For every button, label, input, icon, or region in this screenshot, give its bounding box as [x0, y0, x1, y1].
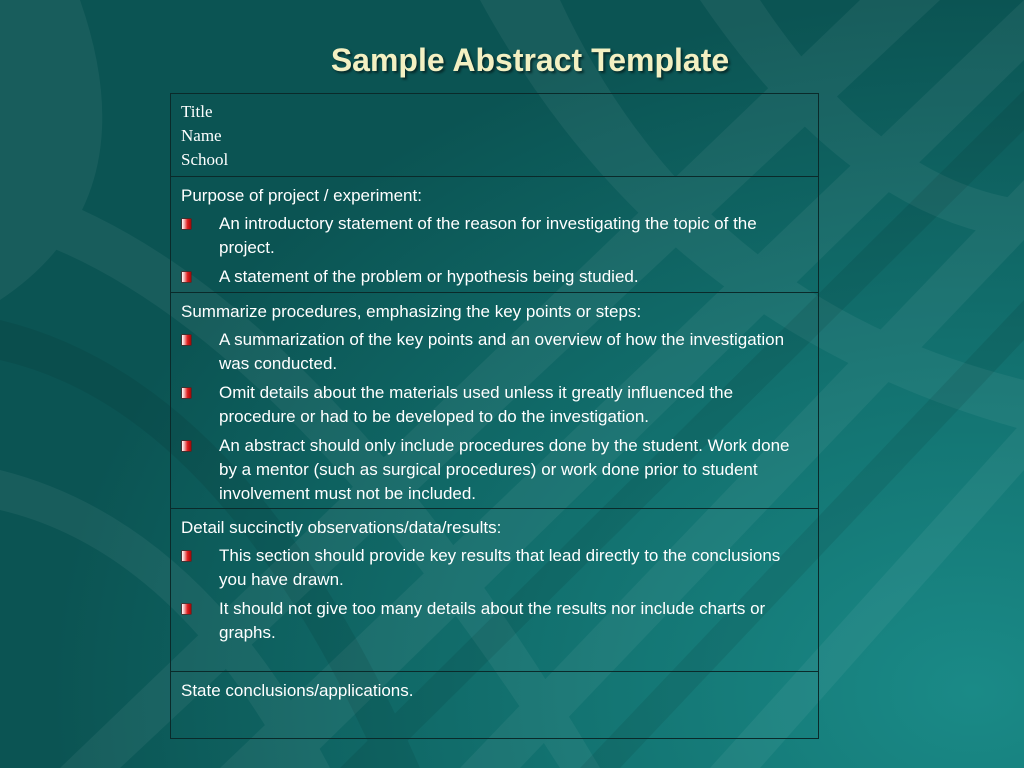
purpose-section: [171, 177, 818, 293]
results-section: [171, 509, 818, 672]
list-item: [181, 328, 808, 376]
square-bullet-icon: [182, 272, 191, 282]
bullet-list: [181, 544, 808, 645]
list-item: [181, 597, 808, 645]
name-field: Name: [181, 126, 222, 145]
section-heading: State conclusions/applications.: [181, 681, 414, 700]
section-heading: Summarize procedures, emphasizing the key points or steps:: [181, 302, 642, 321]
square-bullet-icon: [182, 604, 191, 614]
list-item: [181, 265, 808, 289]
square-bullet-icon: [182, 551, 191, 561]
bullet-text: This section should provide key results that lead directly to the conclusions you have drawn.: [219, 546, 781, 589]
bullet-text: Omit details about the materials used unless it greatly influenced the procedure or had to be developed to do the investigation.: [219, 383, 734, 426]
bullet-text: It should not give too many details about the results nor include charts or graphs.: [219, 599, 766, 642]
bullet-text: A summarization of the key points and an overview of how the investigation was conducted.: [219, 330, 785, 373]
list-item: [181, 434, 808, 506]
abstract-template-table: [170, 93, 819, 739]
square-bullet-icon: [182, 388, 191, 398]
slide-title: Sample Abstract Template: [330, 42, 730, 78]
header-row: [171, 94, 818, 177]
conclusions-section: [171, 672, 818, 738]
procedures-section: [171, 293, 818, 509]
bullet-text: An introductory statement of the reason for investigating the topic of the project.: [219, 214, 757, 257]
square-bullet-icon: [182, 335, 191, 345]
list-item: [181, 212, 808, 260]
square-bullet-icon: [182, 219, 191, 229]
title-field: Title: [181, 102, 213, 121]
bullet-text: An abstract should only include procedures done by the student. Work done by a mentor (such as surgical procedures) or work done prior to student involvement must not be included.: [219, 436, 790, 503]
bullet-list: [181, 328, 808, 506]
list-item: [181, 381, 808, 429]
square-bullet-icon: [182, 441, 191, 451]
bullet-list: [181, 212, 808, 289]
section-heading: Detail succinctly observations/data/results:: [181, 518, 502, 537]
list-item: [181, 544, 808, 592]
school-field: School: [181, 150, 229, 169]
bullet-text: A statement of the problem or hypothesis being studied.: [219, 267, 639, 286]
section-heading: Purpose of project / experiment:: [181, 186, 422, 205]
